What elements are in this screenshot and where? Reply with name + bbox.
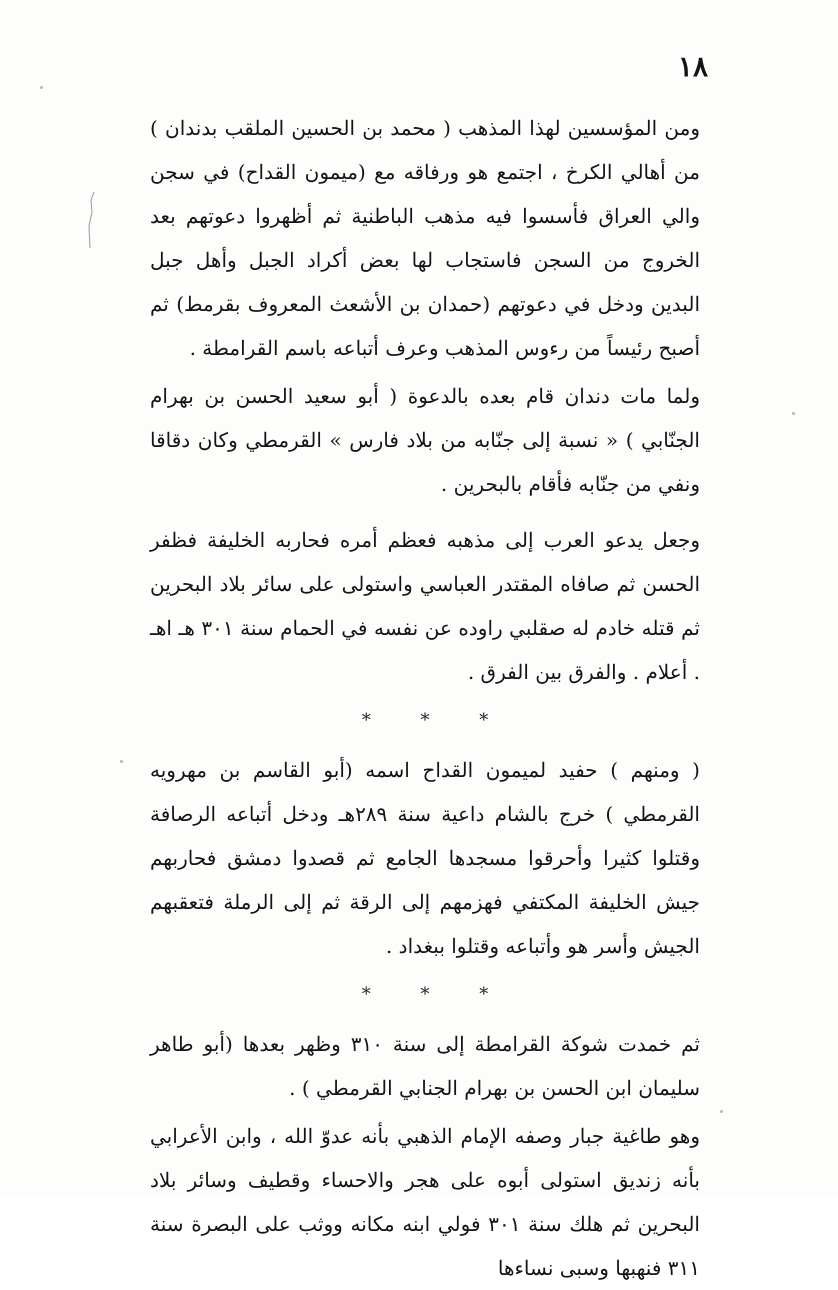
paper-speck xyxy=(40,86,43,89)
paragraph-abu-said: ولما مات دندان قام بعده بالدعوة ( أبو سعيد الحسن بن بهرام الجنّابي ) « نسبة إلى جنّابه من بلاد فارس » القرمطي وكان دقاقا ونفي من جنّابه فأقام بالبحرين . xyxy=(150,384,700,496)
paragraph-abu-tahir: ثم خمدت شوكة القرامطة إلى سنة ٣١٠ وظهر بعدها (أبو طاهر سليمان ابن الحسن بن بهرام الجنابي القرمطي ) . xyxy=(150,1032,700,1100)
section-divider: * * * xyxy=(361,984,511,1005)
page-number: ١٨ xyxy=(677,50,708,83)
paragraph-grandson: ( ومنهم ) حفيد لميمون القداح اسمه (أبو القاسم بن مهرويه القرمطي ) خرج بالشام داعية سنة ٢٨٩هـ ودخل أتباعه الرصافة وقتلوا كثيرا وأحرقوا مسجدها الجامع ثم قصدوا دمشق فحاربهم جيش الخليفة المكتفي فهزمهم إلى الرقة ثم إلى الرملة فتعقبهم الجيش وأسر هو وأتباعه وقتلوا ببغداد . xyxy=(150,758,700,958)
paper-speck xyxy=(720,1110,723,1113)
margin-ink-mark xyxy=(86,190,96,250)
section-divider: * * * xyxy=(361,710,511,731)
paragraph-tyrant: وهو طاغية جبار وصفه الإمام الذهبي بأنه عدوّ الله ، وابن الأعرابي بأنه زنديق استولى أبوه على هجر والاحساء وقطيف وسائر بلاد البحرين ثم هلك سنة ٣٠١ فولي ابنه مكانه ووثب على البصرة سنة ٣١١ فنهبها وسبى نساءها xyxy=(150,1124,700,1280)
paragraph-caliph-war: وجعل يدعو العرب إلى مذهبه فعظم أمره فحاربه الخليفة فظفر الحسن ثم صافاه المقتدر العباسي واستولى على سائر بلاد البحرين ثم قتله خادم له صقلبي راوده عن نفسه في الحمام سنة ٣٠١ هـ اهـ . أعلام . والفرق بين الفرق . xyxy=(150,528,700,684)
body-text xyxy=(150,106,700,1290)
paper-speck xyxy=(120,760,123,763)
paper-speck xyxy=(792,412,795,415)
paragraph-founders: ومن المؤسسين لهذا المذهب ( محمد بن الحسين الملقب بدندان ) من أهالي الكرخ ، اجتمع هو ورفاقه مع (ميمون القداح) في سجن والي العراق فأسسوا فيه مذهب الباطنية ثم أظهروا دعوتهم بعد الخروج من السجن فاستجاب لها بعض أكراد الجبل وأهل جبل البدين ودخل في دعوتهم (حمدان بن الأشعث المعروف بقرمط) ثم أصبح رئيساً من رءوس المذهب وعرف أتباعه باسم القرامطة . xyxy=(150,116,700,360)
